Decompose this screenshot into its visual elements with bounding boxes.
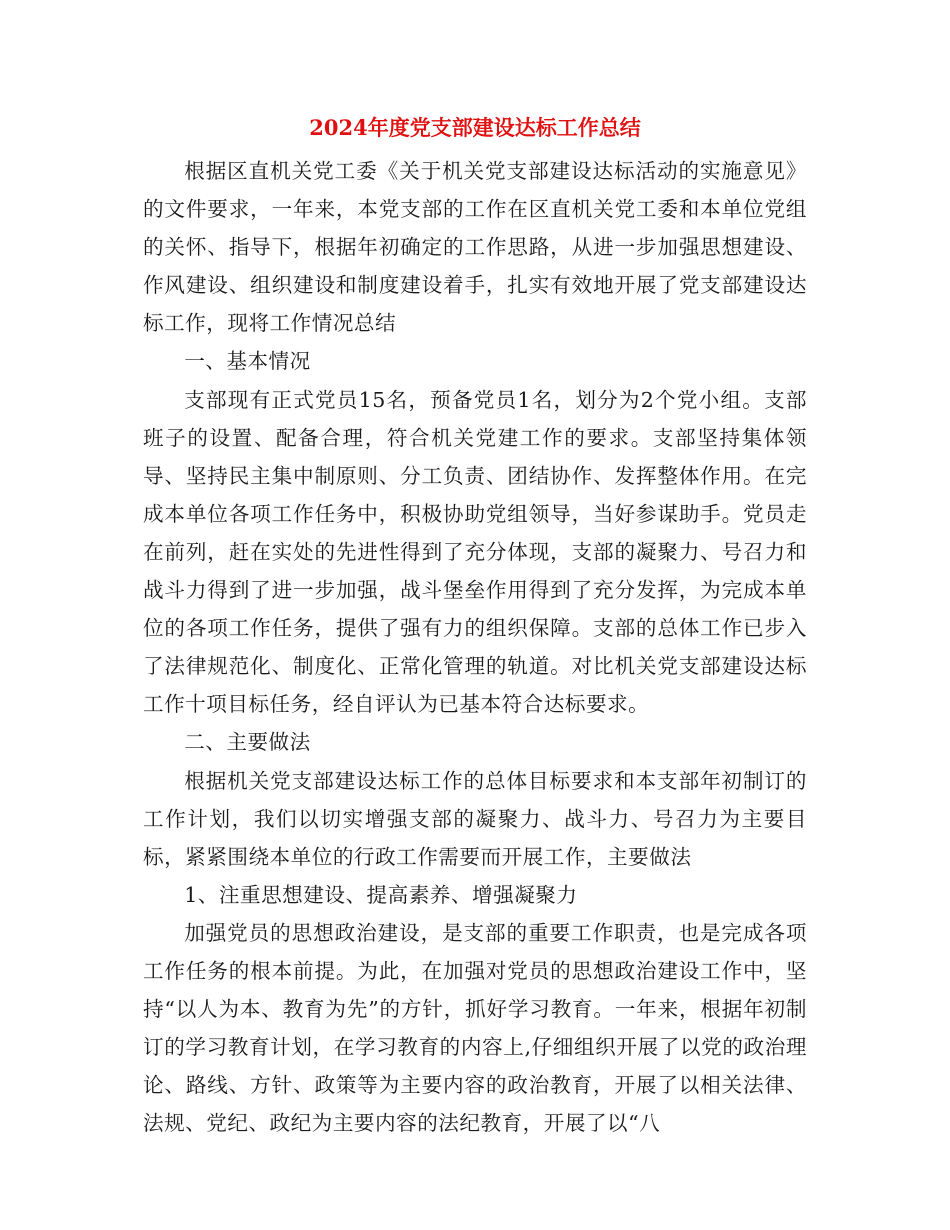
section-heading-main-practices: 二、主要做法 xyxy=(184,730,311,755)
subsection-heading-ideological-building: 1、注重思想建设、提高素养、增强凝聚力 xyxy=(184,882,578,907)
section-heading-basic-situation: 一、基本情况 xyxy=(184,349,311,374)
paragraph-main-practices: 根据机关党支部建设达标工作的总体目标要求和本支部年初制订的工作计划，我们以切实增强支部的凝聚力、战斗力、号召力为主要目标，紧紧围绕本单位的行政工作需要而开展工作，主要做法 xyxy=(143,768,807,869)
document-body xyxy=(143,152,807,1142)
document-title: 2024年度党支部建设达标工作总结 xyxy=(309,115,641,140)
paragraph-basic-situation: 支部现有正式党员15名，预备党员1名，划分为2个党小组。支部班子的设置、配备合理，符合机关党建工作的要求。支部坚持集体领导、坚持民主集中制原则、分工负责、团结协作、发挥整体作用。在完成本单位各项工作任务中，积极协助党组领导，当好参谋助手。党员走在前列，赶在实处的先进性得到了充分体现，支部的凝聚力、号召力和战斗力得到了进一步加强，战斗堡垒作用得到了充分发挥，为完成本单位的各项工作任务，提供了强有力的组织保障。支部的总体工作已步入了法律规范化、制度化、正常化管理的轨道。对比机关党支部建设达标工作十项目标任务，经自评认为已基本符合达标要求。 xyxy=(143,387,807,717)
paragraph-ideological-building: 加强党员的思想政治建设，是支部的重要工作职责，也是完成各项工作任务的根本前提。为此，在加强对党员的思想政治建设工作中，坚持“以人为本、教育为先”的方针，抓好学习教育。一年来，根据年初制订的学习教育计划，在学习教育的内容上,仔细组织开展了以党的政治理论、路线、方针、政策等为主要内容的政治教育，开展了以相关法律、法规、党纪、政纪为主要内容的法纪教育，开展了以“八 xyxy=(143,920,807,1136)
paragraph-intro: 根据区直机关党工委《关于机关党支部建设达标活动的实施意见》的文件要求，一年来，本党支部的工作在区直机关党工委和本单位党组的关怀、指导下，根据年初确定的工作思路，从进一步加强思想建设、作风建设、组织建设和制度建设着手，扎实有效地开展了党支部建设达标工作，现将工作情况总结 xyxy=(143,159,807,336)
